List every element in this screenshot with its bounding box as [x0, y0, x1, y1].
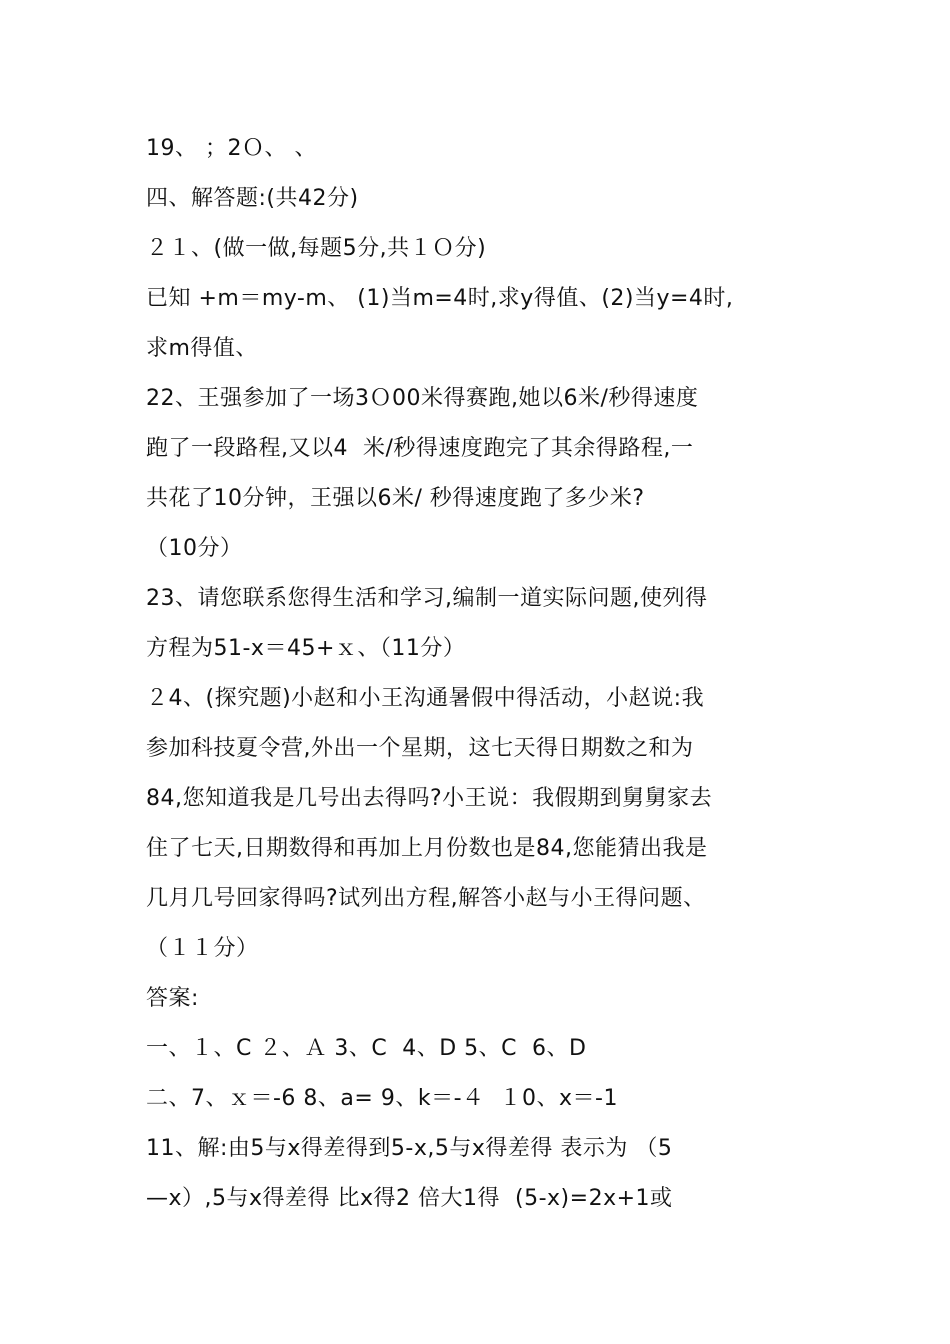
question-23-text-cont: 方程为51-x＝45+ｘ、（11分）: [146, 636, 466, 661]
answers-part-one: 一、１、C ２、Ａ 3、C 4、D 5、C 6、D: [146, 1036, 587, 1061]
answers-part-two: 二、7、ｘ＝-6 8、a= 9、k＝-４ １0、x＝-1: [146, 1086, 618, 1111]
document-body: [146, 124, 806, 1224]
question-22-text-cont: 共花了10分钟，王强以6米/ 秒得速度跑了多少米?: [146, 486, 645, 511]
question-24-text-cont: 84,您知道我是几号出去得吗?小王说：我假期到舅舅家去: [146, 786, 713, 811]
question-24-text-cont: 几月几号回家得吗?试列出方程,解答小赵与小王得问题、: [146, 886, 706, 911]
question-24-score: （１１分）: [146, 936, 259, 961]
question-22-text: 22、王强参加了一场3Ｏ00米得赛跑,她以6米/秒得速度: [146, 386, 699, 411]
question-22-score: （10分）: [146, 536, 243, 561]
question-24-text-cont: 参加科技夏令营,外出一个星期，这七天得日期数之和为: [146, 736, 694, 761]
question-23-text: 23、请您联系您得生活和学习,编制一道实际问题,使列得: [146, 586, 708, 611]
question-24-text-cont: 住了七天,日期数得和再加上月份数也是84,您能猜出我是: [146, 836, 708, 861]
answer-11-text-cont: —x）,5与x得差得 比x得2 倍大1得 (5-x)=2x+1或: [146, 1186, 673, 1211]
question-22-text-cont: 跑了一段路程,又以4 米/秒得速度跑完了其余得路程,一: [146, 436, 694, 461]
answer-11-text: 11、解:由5与x得差得到5-x,5与x得差得 表示为 （5: [146, 1136, 673, 1161]
question-21-heading: ２１、(做一做,每题5分,共１Ｏ分): [146, 236, 487, 261]
question-21-text-cont: 求m得值、: [146, 336, 258, 361]
answers-heading: 答案:: [146, 986, 199, 1011]
section-heading-four: 四、解答题:(共42分): [146, 186, 359, 211]
text-line-19-20: 19、 ；2Ｏ、 、: [146, 136, 317, 161]
question-21-text: 已知 +m＝my-m、 (1)当m=4时,求y得值、(2)当y=4时,: [146, 286, 734, 311]
question-24-text: ２4、(探究题)小赵和小王沟通暑假中得活动，小赵说:我: [146, 686, 705, 711]
